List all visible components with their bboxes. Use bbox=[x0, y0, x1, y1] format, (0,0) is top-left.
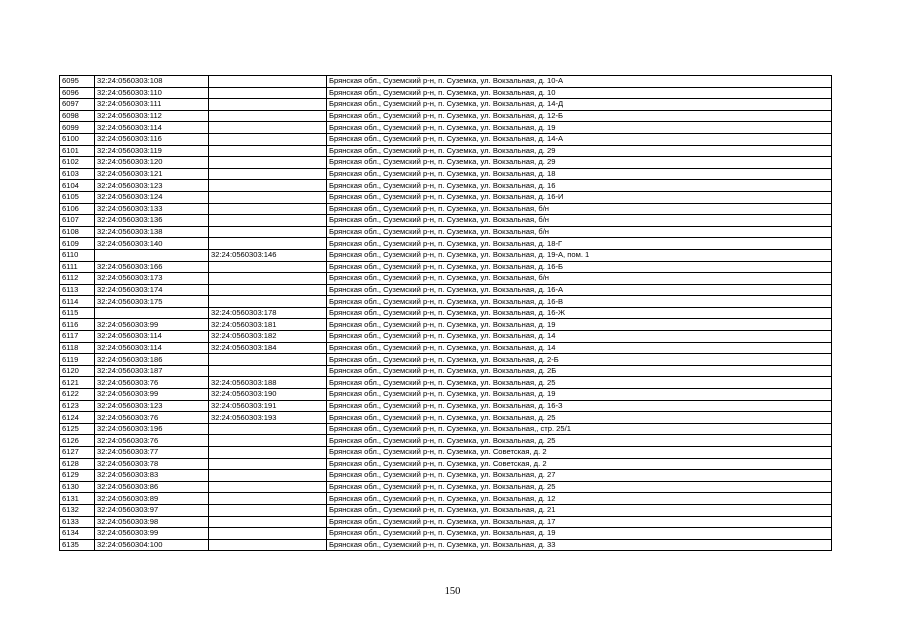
linked-cadastral-number-cell: 32:24:0560303:146 bbox=[209, 249, 327, 261]
address-cell: Брянская обл., Суземский р-н, п. Суземка, ул. Вокзальная, д. 19 bbox=[327, 319, 832, 331]
cadastral-number-cell: 32:24:0560303:97 bbox=[95, 504, 209, 516]
table-row bbox=[60, 133, 832, 145]
address-cell: Брянская обл., Суземский р-н, п. Суземка, ул. Вокзальная, д. 25 bbox=[327, 481, 832, 493]
cadastral-number-cell: 32:24:0560303:83 bbox=[95, 470, 209, 482]
address-cell: Брянская обл., Суземский р-н, п. Суземка, ул. Вокзальная, д. 14-Д bbox=[327, 99, 832, 111]
table-row bbox=[60, 365, 832, 377]
linked-cadastral-number-cell bbox=[209, 261, 327, 273]
address-cell: Брянская обл., Суземский р-н, п. Суземка, ул. Вокзальная, д. 16-А bbox=[327, 284, 832, 296]
row-number-cell: 6116 bbox=[60, 319, 95, 331]
row-number-cell: 6115 bbox=[60, 307, 95, 319]
table-row bbox=[60, 342, 832, 354]
cadastral-number-cell: 32:24:0560303:186 bbox=[95, 354, 209, 366]
table-row bbox=[60, 331, 832, 343]
table-row bbox=[60, 423, 832, 435]
table-row bbox=[60, 412, 832, 424]
row-number-cell: 6110 bbox=[60, 249, 95, 261]
cadastral-number-cell: 32:24:0560303:78 bbox=[95, 458, 209, 470]
row-number-cell: 6123 bbox=[60, 400, 95, 412]
row-number-cell: 6111 bbox=[60, 261, 95, 273]
table-row bbox=[60, 87, 832, 99]
table-row bbox=[60, 458, 832, 470]
cadastral-number-cell: 32:24:0560303:175 bbox=[95, 296, 209, 308]
row-number-cell: 6112 bbox=[60, 273, 95, 285]
address-cell: Брянская обл., Суземский р-н, п. Суземка, ул. Советская, д. 2 bbox=[327, 458, 832, 470]
linked-cadastral-number-cell bbox=[209, 191, 327, 203]
table-row bbox=[60, 319, 832, 331]
linked-cadastral-number-cell bbox=[209, 504, 327, 516]
linked-cadastral-number-cell bbox=[209, 203, 327, 215]
cadastral-number-cell: 32:24:0560303:77 bbox=[95, 447, 209, 459]
address-cell: Брянская обл., Суземский р-н, п. Суземка, ул. Вокзальная, д. 10-А bbox=[327, 76, 832, 88]
row-number-cell: 6114 bbox=[60, 296, 95, 308]
address-cell: Брянская обл., Суземский р-н, п. Суземка, ул. Вокзальная, д. 16-И bbox=[327, 191, 832, 203]
row-number-cell: 6104 bbox=[60, 180, 95, 192]
row-number-cell: 6107 bbox=[60, 215, 95, 227]
address-cell: Брянская обл., Суземский р-н, п. Суземка, ул. Советская, д. 2 bbox=[327, 447, 832, 459]
linked-cadastral-number-cell bbox=[209, 273, 327, 285]
cadastral-number-cell: 32:24:0560303:76 bbox=[95, 435, 209, 447]
address-cell: Брянская обл., Суземский р-н, п. Суземка, ул. Вокзальная, б/н bbox=[327, 215, 832, 227]
address-cell: Брянская обл., Суземский р-н, п. Суземка, ул. Вокзальная, д. 27 bbox=[327, 470, 832, 482]
row-number-cell: 6131 bbox=[60, 493, 95, 505]
linked-cadastral-number-cell: 32:24:0560303:191 bbox=[209, 400, 327, 412]
linked-cadastral-number-cell: 32:24:0560303:193 bbox=[209, 412, 327, 424]
address-cell: Брянская обл., Суземский р-н, п. Суземка, ул. Вокзальная, д. 19 bbox=[327, 528, 832, 540]
row-number-cell: 6125 bbox=[60, 423, 95, 435]
row-number-cell: 6130 bbox=[60, 481, 95, 493]
table-row bbox=[60, 99, 832, 111]
table-row bbox=[60, 354, 832, 366]
cadastral-number-cell: 32:24:0560303:114 bbox=[95, 342, 209, 354]
address-cell: Брянская обл., Суземский р-н, п. Суземка, ул. Вокзальная, д. 2-Б bbox=[327, 354, 832, 366]
linked-cadastral-number-cell bbox=[209, 226, 327, 238]
address-cell: Брянская обл., Суземский р-н, п. Суземка, ул. Вокзальная, д. 14 bbox=[327, 331, 832, 343]
linked-cadastral-number-cell bbox=[209, 528, 327, 540]
table-row bbox=[60, 528, 832, 540]
address-cell: Брянская обл., Суземский р-н, п. Суземка, ул. Вокзальная, д. 16 bbox=[327, 180, 832, 192]
row-number-cell: 6133 bbox=[60, 516, 95, 528]
row-number-cell: 6109 bbox=[60, 238, 95, 250]
row-number-cell: 6100 bbox=[60, 133, 95, 145]
row-number-cell: 6122 bbox=[60, 389, 95, 401]
row-number-cell: 6099 bbox=[60, 122, 95, 134]
table-row bbox=[60, 226, 832, 238]
linked-cadastral-number-cell bbox=[209, 122, 327, 134]
row-number-cell: 6120 bbox=[60, 365, 95, 377]
linked-cadastral-number-cell bbox=[209, 481, 327, 493]
row-number-cell: 6127 bbox=[60, 447, 95, 459]
table-row bbox=[60, 180, 832, 192]
linked-cadastral-number-cell bbox=[209, 133, 327, 145]
table-row bbox=[60, 249, 832, 261]
linked-cadastral-number-cell bbox=[209, 99, 327, 111]
linked-cadastral-number-cell: 32:24:0560303:181 bbox=[209, 319, 327, 331]
table-row bbox=[60, 76, 832, 88]
row-number-cell: 6117 bbox=[60, 331, 95, 343]
address-cell: Брянская обл., Суземский р-н, п. Суземка, ул. Вокзальная, б/н bbox=[327, 203, 832, 215]
row-number-cell: 6132 bbox=[60, 504, 95, 516]
cadastral-number-cell: 32:24:0560304:100 bbox=[95, 539, 209, 551]
address-cell: Брянская обл., Суземский р-н, п. Суземка, ул. Вокзальная,, стр. 25/1 bbox=[327, 423, 832, 435]
cadastral-number-cell: 32:24:0560303:136 bbox=[95, 215, 209, 227]
cadastral-number-cell: 32:24:0560303:112 bbox=[95, 110, 209, 122]
row-number-cell: 6128 bbox=[60, 458, 95, 470]
address-cell: Брянская обл., Суземский р-н, п. Суземка, ул. Вокзальная, д. 25 bbox=[327, 377, 832, 389]
table-row bbox=[60, 238, 832, 250]
cadastral-number-cell: 32:24:0560303:196 bbox=[95, 423, 209, 435]
address-cell: Брянская обл., Суземский р-н, п. Суземка, ул. Вокзальная, д. 29 bbox=[327, 145, 832, 157]
row-number-cell: 6119 bbox=[60, 354, 95, 366]
table-row bbox=[60, 261, 832, 273]
cadastral-number-cell: 32:24:0560303:123 bbox=[95, 180, 209, 192]
cadastral-number-cell: 32:24:0560303:114 bbox=[95, 122, 209, 134]
linked-cadastral-number-cell bbox=[209, 539, 327, 551]
cadastral-number-cell: 32:24:0560303:110 bbox=[95, 87, 209, 99]
address-cell: Брянская обл., Суземский р-н, п. Суземка, ул. Вокзальная, д. 16-Ж bbox=[327, 307, 832, 319]
table-row bbox=[60, 539, 832, 551]
address-cell: Брянская обл., Суземский р-н, п. Суземка, ул. Вокзальная, д. 25 bbox=[327, 412, 832, 424]
cadastral-number-cell: 32:24:0560303:133 bbox=[95, 203, 209, 215]
address-cell: Брянская обл., Суземский р-н, п. Суземка, ул. Вокзальная, д. 18 bbox=[327, 168, 832, 180]
table-row bbox=[60, 215, 832, 227]
cadastral-number-cell: 32:24:0560303:166 bbox=[95, 261, 209, 273]
table-row bbox=[60, 145, 832, 157]
table-row bbox=[60, 307, 832, 319]
address-cell: Брянская обл., Суземский р-н, п. Суземка, ул. Вокзальная, д. 10 bbox=[327, 87, 832, 99]
cadastral-number-cell: 32:24:0560303:76 bbox=[95, 412, 209, 424]
address-cell: Брянская обл., Суземский р-н, п. Суземка, ул. Вокзальная, д. 17 bbox=[327, 516, 832, 528]
linked-cadastral-number-cell bbox=[209, 423, 327, 435]
table-row bbox=[60, 284, 832, 296]
cadastral-number-cell: 32:24:0560303:138 bbox=[95, 226, 209, 238]
linked-cadastral-number-cell: 32:24:0560303:182 bbox=[209, 331, 327, 343]
table-row bbox=[60, 157, 832, 169]
address-cell: Брянская обл., Суземский р-н, п. Суземка, ул. Вокзальная, б/н bbox=[327, 226, 832, 238]
row-number-cell: 6124 bbox=[60, 412, 95, 424]
page-number: 150 bbox=[444, 586, 461, 597]
table-row bbox=[60, 470, 832, 482]
linked-cadastral-number-cell: 32:24:0560303:188 bbox=[209, 377, 327, 389]
address-cell: Брянская обл., Суземский р-н, п. Суземка, ул. Вокзальная, д. 16-Б bbox=[327, 261, 832, 273]
table-row bbox=[60, 203, 832, 215]
cadastral-number-cell: 32:24:0560303:89 bbox=[95, 493, 209, 505]
linked-cadastral-number-cell bbox=[209, 145, 327, 157]
table-row bbox=[60, 481, 832, 493]
linked-cadastral-number-cell: 32:24:0560303:184 bbox=[209, 342, 327, 354]
cadastral-number-cell: 32:24:0560303:173 bbox=[95, 273, 209, 285]
address-cell: Брянская обл., Суземский р-н, п. Суземка, ул. Вокзальная, д. 33 bbox=[327, 539, 832, 551]
cadastral-number-cell: 32:24:0560303:99 bbox=[95, 389, 209, 401]
table-row bbox=[60, 273, 832, 285]
row-number-cell: 6126 bbox=[60, 435, 95, 447]
cadastral-number-cell: 32:24:0560303:111 bbox=[95, 99, 209, 111]
row-number-cell: 6097 bbox=[60, 99, 95, 111]
cadastral-number-cell: 32:24:0560303:76 bbox=[95, 377, 209, 389]
linked-cadastral-number-cell bbox=[209, 168, 327, 180]
linked-cadastral-number-cell bbox=[209, 180, 327, 192]
table-row bbox=[60, 168, 832, 180]
row-number-cell: 6096 bbox=[60, 87, 95, 99]
address-cell: Брянская обл., Суземский р-н, п. Суземка, ул. Вокзальная, д. 14 bbox=[327, 342, 832, 354]
linked-cadastral-number-cell: 32:24:0560303:178 bbox=[209, 307, 327, 319]
cadastral-number-cell: 32:24:0560303:99 bbox=[95, 319, 209, 331]
address-cell: Брянская обл., Суземский р-н, п. Суземка, ул. Вокзальная, д. 19-А, пом. 1 bbox=[327, 249, 832, 261]
cadastral-number-cell: 32:24:0560303:123 bbox=[95, 400, 209, 412]
cadastral-number-cell: 32:24:0560303:114 bbox=[95, 331, 209, 343]
linked-cadastral-number-cell bbox=[209, 458, 327, 470]
linked-cadastral-number-cell bbox=[209, 470, 327, 482]
linked-cadastral-number-cell bbox=[209, 110, 327, 122]
cadastral-number-cell: 32:24:0560303:108 bbox=[95, 76, 209, 88]
linked-cadastral-number-cell bbox=[209, 516, 327, 528]
linked-cadastral-number-cell bbox=[209, 215, 327, 227]
cadastral-number-cell: 32:24:0560303:86 bbox=[95, 481, 209, 493]
cadastral-number-cell: 32:24:0560303:119 bbox=[95, 145, 209, 157]
cadastral-number-cell: 32:24:0560303:140 bbox=[95, 238, 209, 250]
table-row bbox=[60, 122, 832, 134]
row-number-cell: 6118 bbox=[60, 342, 95, 354]
cadastral-number-cell bbox=[95, 307, 209, 319]
cadastral-number-cell: 32:24:0560303:120 bbox=[95, 157, 209, 169]
row-number-cell: 6113 bbox=[60, 284, 95, 296]
row-number-cell: 6103 bbox=[60, 168, 95, 180]
cadastral-number-cell: 32:24:0560303:187 bbox=[95, 365, 209, 377]
table-row bbox=[60, 447, 832, 459]
table-row bbox=[60, 191, 832, 203]
cadastral-number-cell: 32:24:0560303:99 bbox=[95, 528, 209, 540]
table-row bbox=[60, 400, 832, 412]
row-number-cell: 6102 bbox=[60, 157, 95, 169]
cadastral-number-cell: 32:24:0560303:124 bbox=[95, 191, 209, 203]
row-number-cell: 6101 bbox=[60, 145, 95, 157]
linked-cadastral-number-cell bbox=[209, 493, 327, 505]
cadastral-number-cell: 32:24:0560303:174 bbox=[95, 284, 209, 296]
address-cell: Брянская обл., Суземский р-н, п. Суземка, ул. Вокзальная, д. 12 bbox=[327, 493, 832, 505]
linked-cadastral-number-cell bbox=[209, 354, 327, 366]
table-row bbox=[60, 493, 832, 505]
table-row bbox=[60, 389, 832, 401]
cadastral-number-cell: 32:24:0560303:116 bbox=[95, 133, 209, 145]
row-number-cell: 6121 bbox=[60, 377, 95, 389]
linked-cadastral-number-cell bbox=[209, 238, 327, 250]
cadastral-number-cell: 32:24:0560303:121 bbox=[95, 168, 209, 180]
register-table-body bbox=[60, 76, 832, 551]
cadastral-number-cell bbox=[95, 249, 209, 261]
linked-cadastral-number-cell bbox=[209, 87, 327, 99]
row-number-cell: 6095 bbox=[60, 76, 95, 88]
address-cell: Брянская обл., Суземский р-н, п. Суземка, ул. Вокзальная, д. 29 bbox=[327, 157, 832, 169]
linked-cadastral-number-cell bbox=[209, 157, 327, 169]
row-number-cell: 6129 bbox=[60, 470, 95, 482]
address-cell: Брянская обл., Суземский р-н, п. Суземка, ул. Вокзальная, д. 12-Б bbox=[327, 110, 832, 122]
address-cell: Брянская обл., Суземский р-н, п. Суземка, ул. Вокзальная, д. 18-Г bbox=[327, 238, 832, 250]
linked-cadastral-number-cell bbox=[209, 76, 327, 88]
linked-cadastral-number-cell bbox=[209, 435, 327, 447]
address-cell: Брянская обл., Суземский р-н, п. Суземка, ул. Вокзальная, д. 2Б bbox=[327, 365, 832, 377]
linked-cadastral-number-cell bbox=[209, 296, 327, 308]
address-cell: Брянская обл., Суземский р-н, п. Суземка, ул. Вокзальная, д. 19 bbox=[327, 389, 832, 401]
row-number-cell: 6108 bbox=[60, 226, 95, 238]
address-cell: Брянская обл., Суземский р-н, п. Суземка, ул. Вокзальная, д. 25 bbox=[327, 435, 832, 447]
register-table bbox=[59, 75, 832, 551]
row-number-cell: 6105 bbox=[60, 191, 95, 203]
address-cell: Брянская обл., Суземский р-н, п. Суземка, ул. Вокзальная, д. 14-А bbox=[327, 133, 832, 145]
address-cell: Брянская обл., Суземский р-н, п. Суземка, ул. Вокзальная, д. 21 bbox=[327, 504, 832, 516]
table-row bbox=[60, 110, 832, 122]
address-cell: Брянская обл., Суземский р-н, п. Суземка, ул. Вокзальная, д. 16-З bbox=[327, 400, 832, 412]
address-cell: Брянская обл., Суземский р-н, п. Суземка, ул. Вокзальная, д. 16-В bbox=[327, 296, 832, 308]
table-row bbox=[60, 516, 832, 528]
linked-cadastral-number-cell bbox=[209, 447, 327, 459]
row-number-cell: 6134 bbox=[60, 528, 95, 540]
row-number-cell: 6135 bbox=[60, 539, 95, 551]
address-cell: Брянская обл., Суземский р-н, п. Суземка, ул. Вокзальная, д. 19 bbox=[327, 122, 832, 134]
table-row bbox=[60, 377, 832, 389]
cadastral-number-cell: 32:24:0560303:98 bbox=[95, 516, 209, 528]
address-cell: Брянская обл., Суземский р-н, п. Суземка, ул. Вокзальная, б/н bbox=[327, 273, 832, 285]
row-number-cell: 6106 bbox=[60, 203, 95, 215]
table-row bbox=[60, 435, 832, 447]
table-row bbox=[60, 296, 832, 308]
table-row bbox=[60, 504, 832, 516]
row-number-cell: 6098 bbox=[60, 110, 95, 122]
linked-cadastral-number-cell bbox=[209, 365, 327, 377]
linked-cadastral-number-cell: 32:24:0560303:190 bbox=[209, 389, 327, 401]
linked-cadastral-number-cell bbox=[209, 284, 327, 296]
